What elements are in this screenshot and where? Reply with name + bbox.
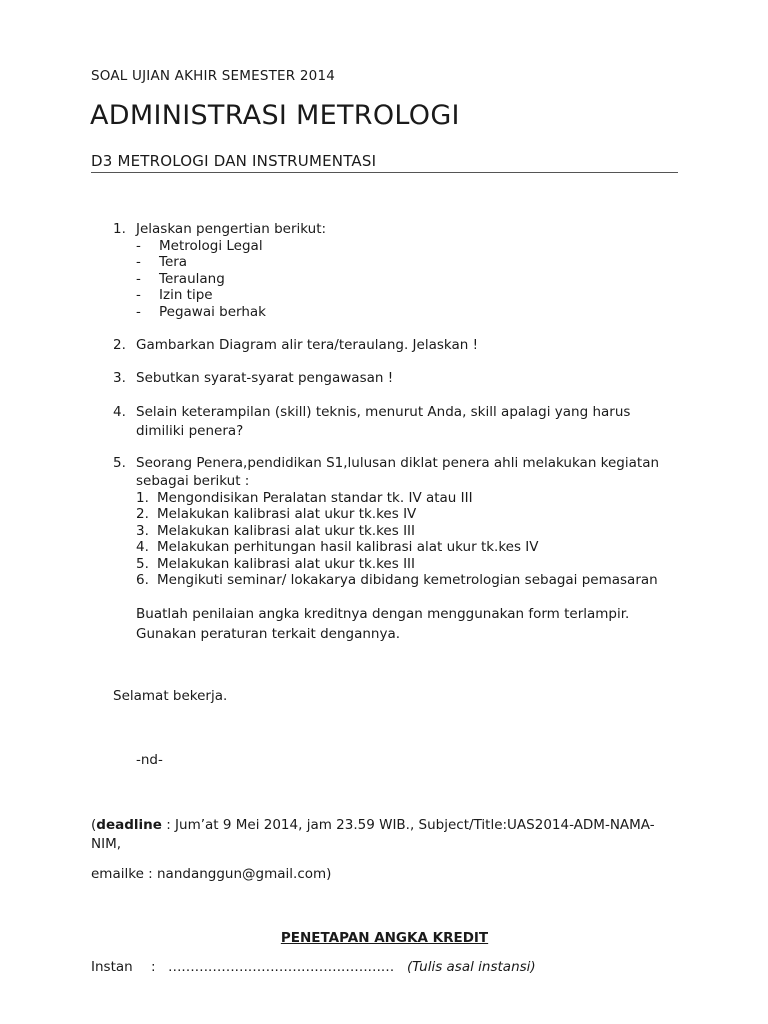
list-item-text: Izin tipe <box>159 287 213 303</box>
email-line: emailke : nandanggun@gmail.com) <box>91 866 332 882</box>
question-text-continued: sebagai berikut : <box>136 473 250 489</box>
question-text-continued: dimiliki penera? <box>136 423 244 439</box>
title-underline-divider <box>91 172 678 173</box>
dash-bullet: - <box>136 287 141 303</box>
question-text: Gambarkan Diagram alir tera/teraulang. Jelaskan ! <box>136 337 478 353</box>
list-item <box>113 539 659 556</box>
instansi-colon: : <box>151 959 156 975</box>
exam-heading: SOAL UJIAN AKHIR SEMESTER 2014 <box>91 68 336 84</box>
closing-greeting: Selamat bekerja. <box>113 688 228 704</box>
question-text: Seorang Penera,pendidikan S1,lulusan diklat penera ahli melakukan kegiatan <box>136 455 660 471</box>
question-number: 4. <box>113 404 126 420</box>
instansi-fill-line: …………………………………………… <box>168 959 395 975</box>
list-item <box>113 490 659 507</box>
list-item <box>113 506 659 523</box>
page-subtitle: D3 METROLOGI DAN INSTRUMENTASI <box>91 152 377 170</box>
list-item-text: Mengikuti seminar/ lokakarya dibidang kemetrologian sebagai pemasaran <box>157 572 658 588</box>
deadline-label: deadline <box>96 817 162 833</box>
list-item <box>113 556 659 573</box>
question-number: 2. <box>113 337 126 353</box>
question-number: 5. <box>113 455 126 471</box>
deadline-note <box>91 816 655 854</box>
question-2 <box>113 337 478 354</box>
list-item <box>113 304 326 321</box>
list-item-text: Pegawai berhak <box>159 303 266 320</box>
author-signature: -nd- <box>136 752 163 768</box>
question-text: Sebutkan syarat-syarat pengawasan ! <box>136 370 394 386</box>
list-item-number: 1. <box>136 489 149 506</box>
list-item <box>113 287 326 304</box>
list-item <box>113 238 326 255</box>
instansi-label: Instan <box>91 959 133 975</box>
dash-bullet: - <box>136 303 141 320</box>
list-item-text: Mengondisikan Peralatan standar tk. IV atau III <box>157 489 473 506</box>
question-text: Selain keterampilan (skill) teknis, menurut Anda, skill apalagi yang harus <box>136 404 631 420</box>
list-item <box>113 254 326 271</box>
list-item-text: Melakukan kalibrasi alat ukur tk.kes IV <box>157 506 417 522</box>
deadline-text: : Jum’at 9 Mei 2014, jam 23.59 WIB., Subject/Title:UAS2014-ADM-NAMA- <box>161 817 655 833</box>
page-title: ADMINISTRASI METROLOGI <box>90 100 460 131</box>
list-item <box>113 271 326 288</box>
list-item-number: 3. <box>136 522 149 539</box>
instansi-hint: (Tulis asal instansi) <box>407 959 536 975</box>
list-item-text: Teraulang <box>159 270 225 287</box>
instruction-line: Gunakan peraturan terkait dengannya. <box>136 626 401 642</box>
question-4 <box>113 403 630 441</box>
deadline-text-continued: NIM, <box>91 836 122 852</box>
list-item-text: Melakukan kalibrasi alat ukur tk.kes III <box>157 522 416 539</box>
form-heading: PENETAPAN ANGKA KREDIT <box>280 930 489 946</box>
list-item-text: Melakukan perhitungan hasil kalibrasi alat ukur tk.kes IV <box>157 539 539 555</box>
list-item <box>113 572 659 589</box>
list-item-number: 6. <box>136 572 149 588</box>
question-3 <box>113 370 393 387</box>
list-item-number: 2. <box>136 506 149 522</box>
list-item <box>113 523 659 540</box>
list-item-text: Tera <box>159 254 188 270</box>
list-item-text: Metrologi Legal <box>159 237 263 254</box>
question-5 <box>113 455 659 589</box>
question-5-instructions <box>136 604 629 644</box>
question-1 <box>113 221 326 320</box>
question-text: Jelaskan pengertian berikut: <box>136 221 327 237</box>
dash-bullet: - <box>136 270 141 287</box>
list-item-number: 5. <box>136 555 149 572</box>
list-item-number: 4. <box>136 539 149 555</box>
instruction-line: Buatlah penilaian angka kreditnya dengan menggunakan form terlampir. <box>136 606 630 622</box>
question-number: 3. <box>113 370 126 386</box>
dash-bullet: - <box>136 254 141 270</box>
dash-bullet: - <box>136 237 141 254</box>
list-item-text: Melakukan kalibrasi alat ukur tk.kes III <box>157 555 416 572</box>
question-number: 1. <box>113 221 126 237</box>
open-paren: ( <box>91 817 97 833</box>
